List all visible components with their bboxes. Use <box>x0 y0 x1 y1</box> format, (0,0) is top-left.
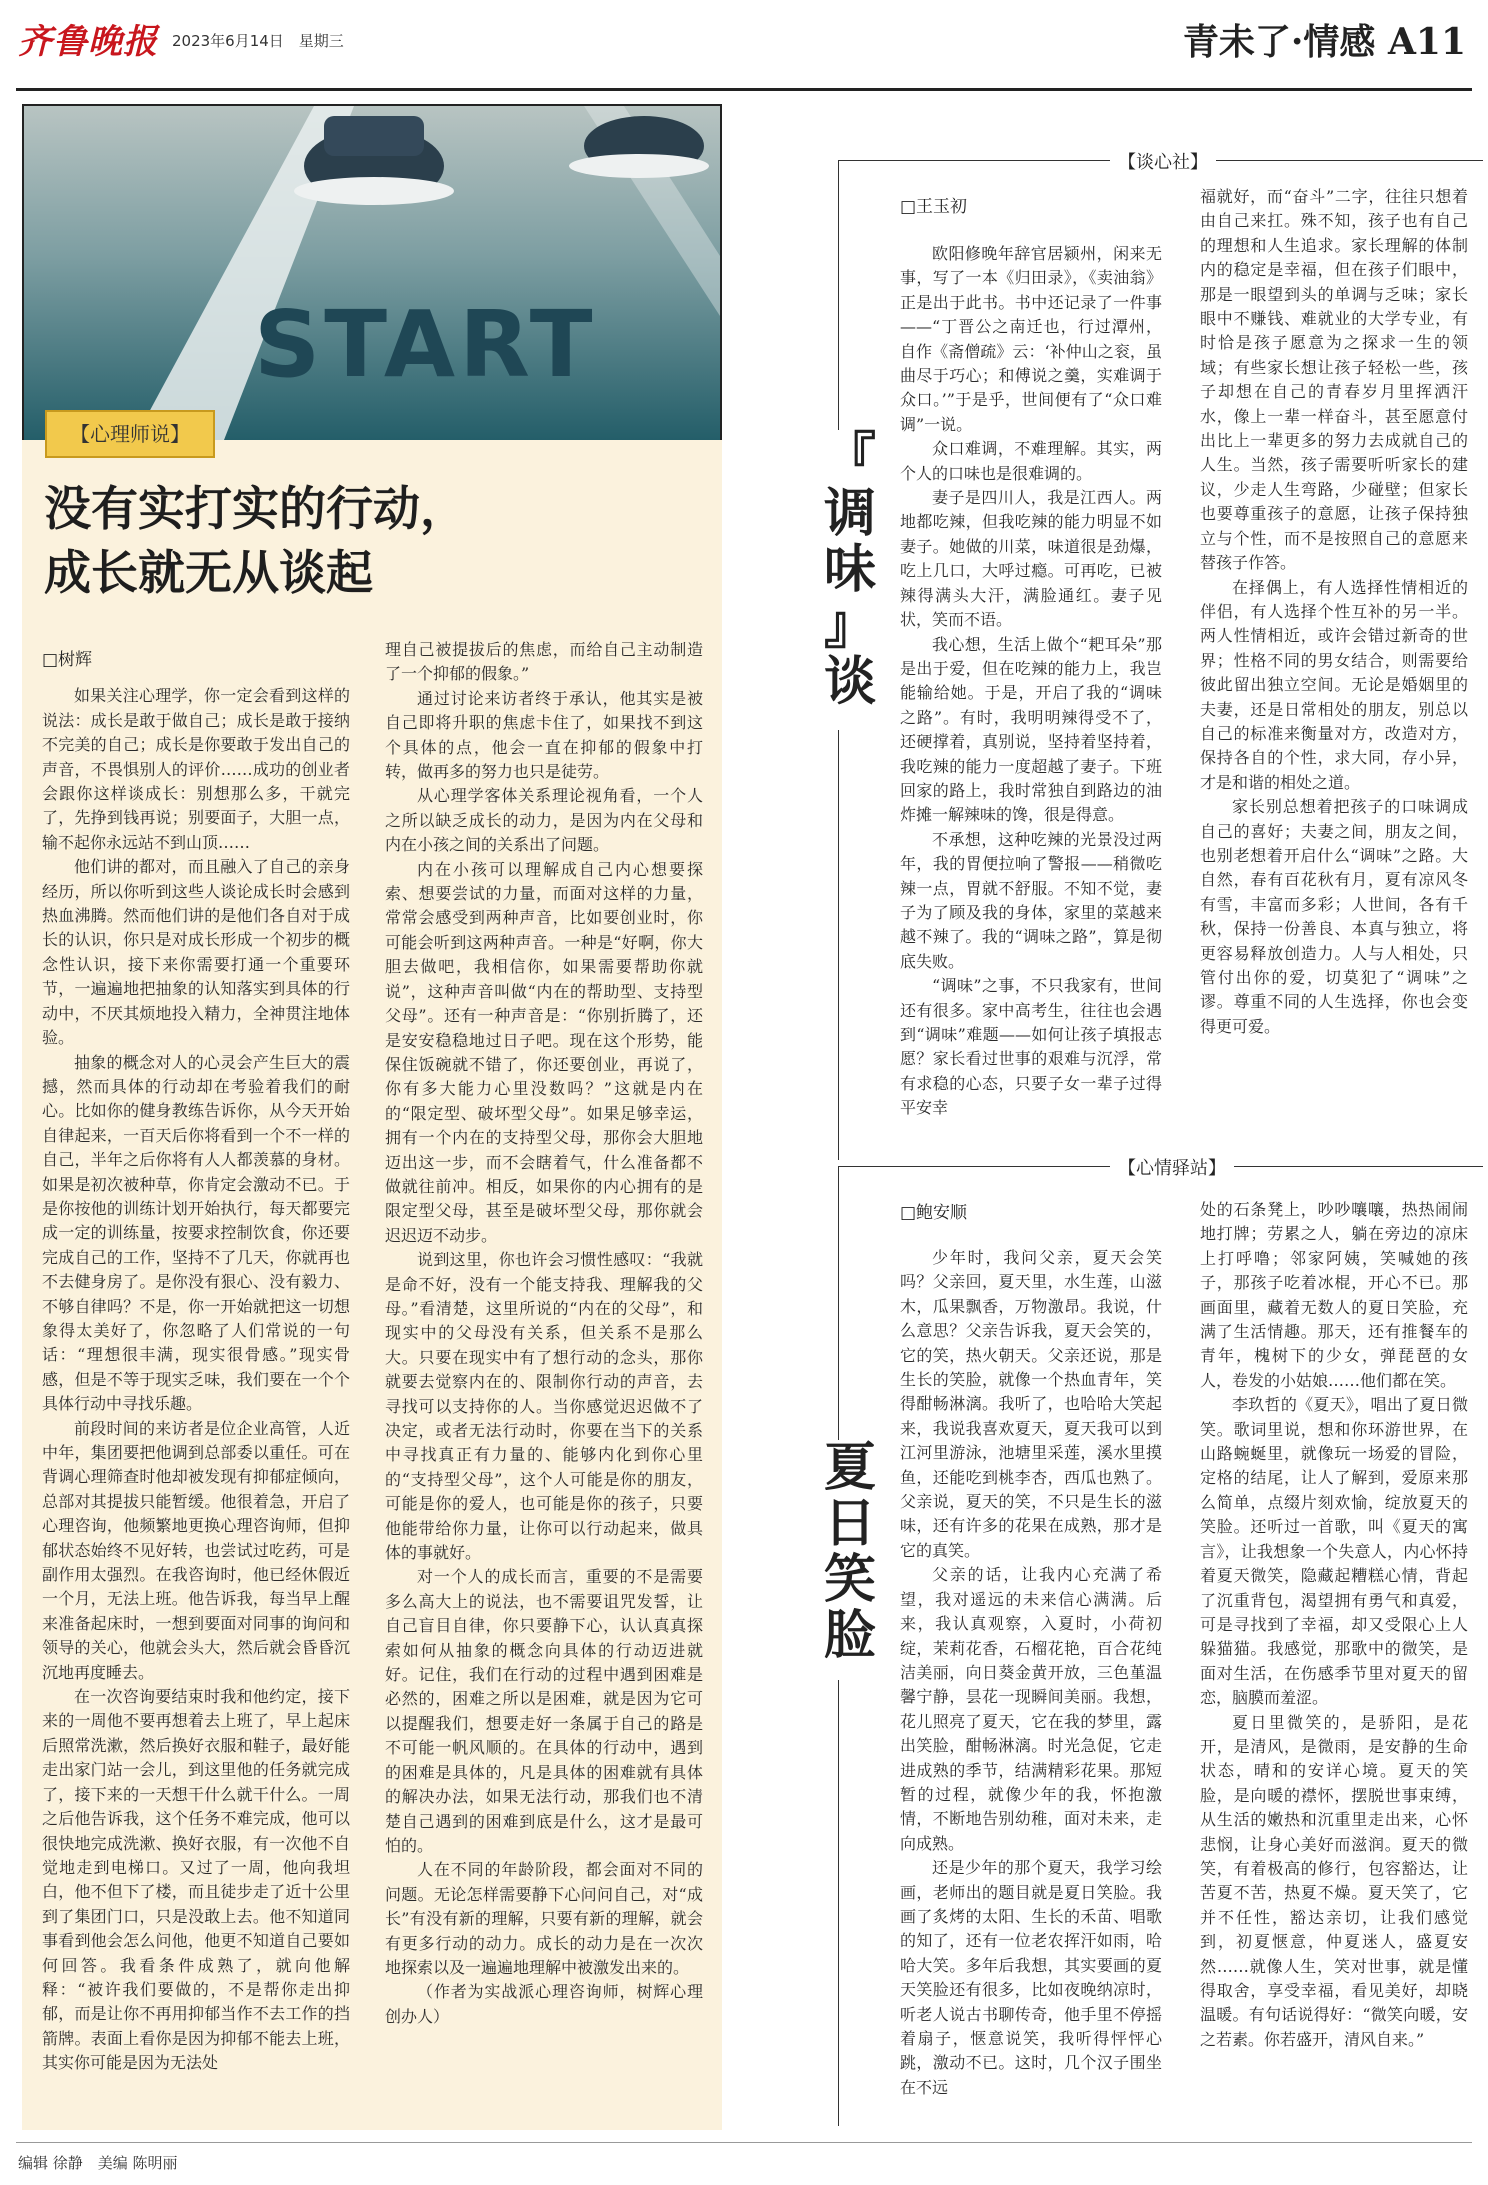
footer-rule <box>16 2142 1472 2143</box>
left-byline: □树辉 <box>42 650 93 670</box>
paragraph: 父亲的话，让我内心充满了希望，我对遥远的未来信心满满。后来，我认真观察，入夏时，小荷初绽，茉莉花香，石榴花艳，百合花纯洁美丽，向日葵金黄开放，三色堇温馨宁静，昙花一现瞬间美丽。我想，花儿照亮了夏天，它在我的梦里，露出笑脸，酣畅淋漓。时光急促，它走进成熟的季节，结满精彩花果。那短暂的过程，就像少年的我，怀抱激情，不断地告别幼稚，面对未来，走向成熟。 <box>900 1565 1162 1853</box>
masthead-logo: 齐鲁晚报 <box>18 22 158 62</box>
left-column-2 <box>385 638 703 2029</box>
paragraph: 众口难调，不难理解。其实，两个人的口味也是很难调的。 <box>900 439 1162 483</box>
paragraph: 通过讨论来访者终于承认，他其实是被自己即将升职的焦虑卡住了，如果找不到这个具体的点，他会一直在抑郁的假象中打转，做再多的努力也只是徒劳。 <box>385 688 703 782</box>
paragraph: 说到这里，你也许会习惯性感叹：“我就是命不好，没有一个能支持我、理解我的父母。”看清楚，这里所说的“内在的父母”，和现实中的父母没有关系，但关系不是那么大。只要在现实中有了想行动的念头，那你就要去觉察内在的、限制你行动的声音，去寻找可以支持你的人。当你感觉迟迟做不了决定，或者无法行动时，你要在当下的关系中寻找真正有力量的、能够内化到你心里的“支持型父母”，这个人可能是你的朋友，可能是你的爱人，也可能是你的孩子，只要他能带给你力量，让你可以行动起来，做具体的事就好。 <box>385 1250 703 1563</box>
title-char: 谈 <box>823 651 876 712</box>
top-column-2 <box>1200 185 1468 1039</box>
paragraph: 家长别总想着把孩子的口味调成自己的喜好；夫妻之间，朋友之间，也别老想着开启什么“调味”之路。大自然，春有百花秋有月，夏有凉风冬有雪，丰富而多彩；人世间，各有千秋，保持一份善良、本真与独立，将更容易释放创造力。人与人相处，只管付出你的爱，切莫犯了“调味”之谬。尊重不同的人生选择，你也会变得更可爱。 <box>1200 797 1468 1036</box>
paragraph: 对一个人的成长而言，重要的不是需要多么高大上的说法，也不需要诅咒发誓，让自己盲目自律，你只要静下心，认认真真探索如何从抽象的概念向具体的行动迈进就好。记住，我们在行动的过程中遇到困难是必然的，困难之所以是困难，就是因为它可以提醒我们，想要走好一条属于自己的路是不可能一帆风顺的。在具体的行动中，遇到的困难是具体的，凡是具体的困难就有具体的解决办法，如果无法行动，那我们也不清楚自己遇到的困难到底是什么，这才是最可怕的。 <box>385 1567 703 1855</box>
title-char: 夏 <box>823 1437 876 1498</box>
paragraph: 处的石条凳上，吵吵嚷嚷，热热闹闹地打牌；劳累之人，躺在旁边的凉床上打呼噜；邻家阿姨，笑喊她的孩子，那孩子吃着冰棍，开心不已。那画面里，藏着无数人的夏日笑脸，充满了生活情趣。那天，还有推餐车的青年，槐树下的少女，弹琵琶的女人，卷发的小姑娘……他们都在笑。 <box>1200 1200 1468 1390</box>
column-tag-talk: 【谈心社】 <box>1110 148 1216 174</box>
paragraph: 不承想，这种吃辣的光景没过两年，我的胃便拉响了警报——稍微吃辣一点，胃就不舒服。不知不觉，妻子为了顾及我的身体，家里的菜越来越不辣了。我的“调味之路”，算是彻底失败。 <box>900 829 1162 971</box>
paragraph: 在择偶上，有人选择性情相近的伴侣，有人选择个性互补的另一半。两人性情相近，或许会错过新奇的世界；性格不同的男女结合，则需要给彼此留出独立空间。无论是婚姻里的夫妻，还是日常相处的朋友，别总以自己的标准来衡量对方，改造对方，保持各自的个性，求大同，存小异，才是和谐的相处之道。 <box>1200 577 1468 792</box>
column-tag-mood: 【心情驿站】 <box>1110 1154 1234 1180</box>
headline-line-2: 成长就无从谈起 <box>44 546 373 601</box>
paragraph: 从心理学客体关系理论视角看，一个人之所以缺乏成长的动力，是因为内在父母和内在小孩之间的关系出了问题。 <box>385 786 703 855</box>
column-tag: 【心理师说】 <box>70 422 190 446</box>
paragraph: 欧阳修晚年辞官居颍州，闲来无事，写了一本《归田录》，《卖油翁》正是出于此书。书中还记录了一件事——“丁晋公之南迁也，行过潭州，自作《斋僧疏》云：‘补仲山之衮，虽曲尽于巧心；和傅说之羹，实难调于众口。’”于是乎，世间便有了“众口难调”一说。 <box>900 244 1162 434</box>
header-rule <box>16 88 1472 91</box>
left-column-1 <box>42 648 350 2076</box>
paragraph: 少年时，我问父亲，夏天会笑吗？父亲回，夏天里，水生莲，山滋木，瓜果飘香，万物激昂。我说，什么意思？父亲告诉我，夏天会笑的，它的笑，热火朝天。父亲还说，那是生长的笑脸，就像一个热血青年，笑得酣畅淋漓。我听了，也哈哈大笑起来，我说我喜欢夏天，夏天我可以到江河里游泳，池塘里采莲，溪水里摸鱼，还能吃到桃李杏，西瓜也熟了。父亲说，夏天的笑，不只是生长的滋味，还有许多的花果在成熟，那才是它的真笑。 <box>900 1248 1162 1560</box>
title-char: 『 <box>823 427 876 488</box>
title-char: 笑 <box>823 1549 876 1610</box>
paragraph: 夏日里微笑的，是骄阳，是花开，是清风，是微雨，是安静的生命状态，晴和的安详心境。夏天的笑脸，是向暖的襟怀，摆脱世事束缚，从生活的嫩热和沉重里走出来，心怀悲悯，让身心美好而滋润。夏天的微笑，有着极高的修行，包容豁达，让苦夏不苦，热夏不燥。夏天笑了，它并不任性，豁达亲切，让我们感觉到，初夏惬意，仲夏迷人，盛夏安然……就像人生，笑对世事，就是懂得取舍，享受幸福，看见美好，却晓温暖。有句话说得好：“微笑向暖，安之若素。你若盛开，清风自来。” <box>1200 1712 1468 2049</box>
paragraph: 妻子是四川人，我是江西人。两地都吃辣，但我吃辣的能力明显不如妻子。她做的川菜，味道很是劲爆，吃上几口，大呼过瘾。可再吃，已被辣得满头大汗，满脸通红。妻子见状，笑而不语。 <box>900 488 1162 630</box>
title-char: 调 <box>823 483 876 544</box>
paragraph: 前段时间的来访者是位企业高管，人近中年，集团要把他调到总部委以重任。可在背调心理筛查时他却被发现有抑郁症倾向，总部对其提拔只能暂缓。他很着急，开启了心理咨询，他频繁地更换心理咨询师，但抑郁状态始终不见好转，也尝试过吃药，可是副作用太强烈。在我咨询时，他已经休假近一个月，无法上班。他告诉我，每当早上醒来准备起床时，一想到要面对同事的询问和领导的关心，他就会头大，然后就会昏昏沉沉地再度睡去。 <box>42 1418 350 1682</box>
title-char: 日 <box>823 1493 876 1554</box>
paragraph: 内在小孩可以理解成自己内心想要探索、想要尝试的力量，而面对这样的力量，常常会感受到两种声音，比如要创业时，你可能会听到这两种声音。一种是“好啊，你大胆去做吧，我相信你，如果需要帮助你就说”，这种声音叫做“内在的帮助型、支持型父母”。还有一种声音是：“你别折腾了，还是安安稳稳地过日子吧。现在这个形势，能保住饭碗就不错了，你还要创业，再说了，你有多大能力心里没数吗？”这就是内在的“限定型、破坏型父母”。如果足够幸运，拥有一个内在的支持型父母，那你会大胆地迈出这一步，而不会瞎着气，什么准备都不做就往前冲。相反，如果你的内心拥有的是限定型父母，甚至是破坏型父母，那你就会迟迟迈不动步。 <box>385 859 703 1245</box>
paragraph: 我心想，生活上做个“耙耳朵”那是出于爱，但在吃辣的能力上，我岂能输给她。于是，开启了我的“调味之路”。有时，我明明辣得受不了，还硬撑着，真别说，坚持着坚持着，我吃辣的能力一度超越了妻子。下班回家的路上，我时常独自到路边的油炸摊一解辣味的馋，很是得意。 <box>900 634 1162 825</box>
author-note: （作者为实战派心理咨询师，树辉心理创办人） <box>385 1982 703 2026</box>
issue-date: 2023年6月14日 星期三 <box>172 32 344 50</box>
paragraph: 抽象的概念对人的心灵会产生巨大的震撼，然而具体的行动却在考验着我们的耐心。比如你的健身教练告诉你，从今天开始自律起来，一百天后你将看到一个不一样的自己，半年之后你将有人人都羡慕的身材。如果是初次被种草，你肯定会激动不已。于是你按他的训练计划开始执行，每天都要完成一定的训练量，按要求控制饮食，你还要完成自己的工作，坚持不了几天，你就再也不去健身房了。是你没有狠心、没有毅力、不够自律吗？不是，你一开始就把这一切想象得太美好了，你忽略了人们常说的一句话：“理想很丰满，现实很骨感。”现实骨感，但是不等于现实乏味，我们要在一个个具体行动中寻找乐趣。 <box>42 1052 350 1414</box>
bottom-byline: □鲍安顺 <box>900 1203 968 1223</box>
title-char: 脸 <box>823 1605 876 1666</box>
bottom-column-2 <box>1200 1198 1468 2052</box>
paragraph: “调味”之事，不只我家有，世间还有很多。家中高考生，往往也会遇到“调味”难题——如何让孩子填报志愿？家长看过世事的艰难与沉浮，常有求稳的心态，只要子女一辈子过得平安幸 <box>900 976 1162 1118</box>
bottom-column-1 <box>900 1246 1162 2100</box>
paragraph: 理自己被提拔后的焦虑，而给自己主动制造了一个抑郁的假象。” <box>385 640 703 684</box>
paragraph: 在一次咨询要结束时我和他约定，接下来的一周他不要再想着去上班了，早上起床后照常洗漱，然后换好衣服和鞋子，最好能走出家门站一会儿，到这里他的任务就完成了，接下来的一天想干什么就干什么。一周之后他告诉我，这个任务不难完成，他可以很快地完成洗漱、换好衣服，有一次他不自觉地走到电梯口。又过了一周，他向我坦白，他不但下了楼，而且徒步走了近十公里到了集团门口，只是没敢上去。他不知道同事看到他会怎么问他，他更不知道自己要如何回答。我看条件成熟了，就向他解释：“被许我们要做的，不是帮你走出抑郁，而是让你不再用抑郁当作不去工作的挡箭牌。表面上看你是因为抑郁不能去上班，其实你可能是因为无法处 <box>42 1687 350 2073</box>
title-char: 』 <box>823 595 876 656</box>
paragraph: 福就好，而“奋斗”二字，往往只想着由自己来扛。殊不知，孩子也有自己的理想和人生追求。家长理解的体制内的稳定是幸福，但在孩子们眼中，那是一眼望到头的单调与乏味；家长眼中不赚钱、难就业的大学专业，有时恰是孩子愿意为之探求一生的领域；有些家长想让孩子轻松一些，孩子却想在自己的青春岁月里挥洒汗水，像上一辈一样奋斗，甚至愿意付出比上一辈更多的努力去成就自己的人生。当然，孩子需要听听家长的建议，少走人生弯路，少碰壁；但家长也要尊重孩子的意愿，让孩子保持独立与个性，而不是按照自己的意愿来替孩子作答。 <box>1200 187 1468 573</box>
title-char: 味 <box>823 539 876 600</box>
track-illustration <box>24 106 720 440</box>
editor-credits: 编辑 徐静 美编 陈明丽 <box>18 2154 178 2172</box>
top-column-1 <box>900 242 1162 1121</box>
paragraph: 李玖哲的《夏天》，唱出了夏日微笑。歌词里说，想和你环游世界，在山路蜿蜒里，就像玩一场爱的冒险，定格的结尾，让人了解到，爱原来那么简单，点缀片刻欢愉，绽放夏天的笑脸。还听过一首歌，叫《夏天的寓言》，让我想象一个失意人，内心怀持着夏天微笑，隐藏起糟糕心情，背起了沉重背包，渴望拥有勇气和真爱，可是寻找到了幸福，却又受限心上人躲猫猫。我感觉，那歌中的微笑，是面对生活，在伤感季节里对夏天的留恋，脑膜而羞涩。 <box>1200 1395 1468 1708</box>
top-byline: □王玉初 <box>900 197 968 217</box>
article-title-vertical-2 <box>815 1437 885 1680</box>
article-title-vertical <box>815 427 885 730</box>
headline-line-1: 没有实打实的行动， <box>44 482 467 537</box>
hero-word: START <box>254 291 597 398</box>
section-title: 青未了·情感 A11 <box>1182 21 1466 63</box>
paragraph: 他们讲的都对，而且融入了自己的亲身经历，所以你听到这些人谈论成长时会感到热血沸腾。然而他们讲的是他们各自对于成长的认识，你只是对成长形成一个初步的概念性认识，接下来你需要打通一个重要环节，一遍遍地把抽象的认知落实到具体的行动中，不厌其烦地投入精力，全神贯注地体验。 <box>42 857 350 1048</box>
paragraph: 还是少年的那个夏天，我学习绘画，老师出的题目就是夏日笑脸。我画了炙烤的太阳、生长的禾苗、唱歌的知了，还有一位老农挥汗如雨，哈哈大笑。多年后我想，其实要画的夏天笑脸还有很多，比如夜晚纳凉时，听老人说古书聊传奇，他手里不停摇着扇子，惬意说笑，我听得怦怦心跳，激动不已。这时，几个汉子围坐在不远 <box>900 1858 1162 2097</box>
paragraph: 人在不同的年龄阶段，都会面对不同的问题。无论怎样需要静下心问问自己，对“成长”有没有新的理解，只要有新的理解，就会有更多行动的动力。成长的动力是在一次次地探索以及一遍遍地理解中被激发出来的。 <box>385 1860 703 1977</box>
hero-image <box>24 106 720 440</box>
headline <box>44 478 704 606</box>
paragraph: 如果关注心理学，你一定会看到这样的说法：成长是敢于做自己；成长是敢于接纳不完美的自己；成长是你要敢于发出自己的声音，不畏惧别人的评价……成功的创业者会跟你这样谈成长：别想那么多，干就完了，先挣到钱再说；别要面子，大胆一点，输不起你永远站不到山顶…… <box>42 686 350 852</box>
